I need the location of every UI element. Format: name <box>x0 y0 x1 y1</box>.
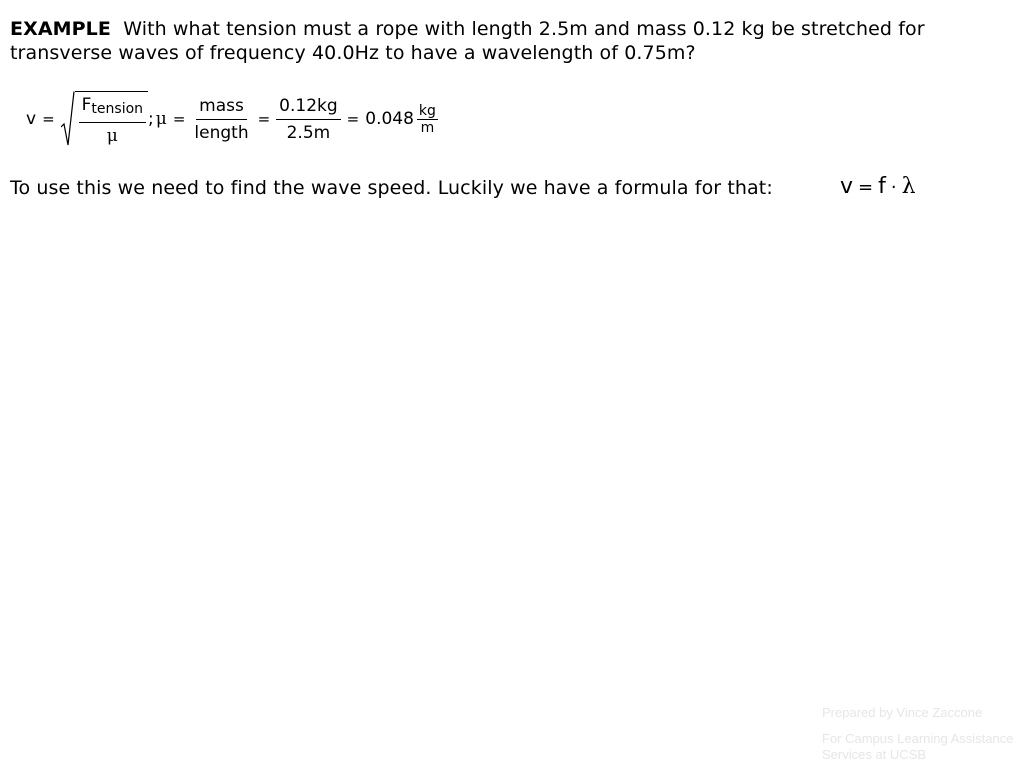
frequency-symbol: f <box>878 174 886 199</box>
example-problem <box>10 17 1010 65</box>
linear-density-result: 0.048 <box>365 109 414 129</box>
square-root <box>61 91 148 147</box>
problem-text: With what tension must a rope with length 2.5m and mass 0.12 kg be stretched for transverse waves of frequency 40.0Hz to have a wavelength of 0.75m? <box>10 18 925 64</box>
tension-equation <box>26 88 438 150</box>
multiply-dot: · <box>890 177 897 198</box>
numeric-fraction <box>276 95 341 144</box>
credit-organization: For Campus Learning Assistance Services at UCSB <box>822 731 1014 762</box>
equals-sign: = <box>346 110 360 128</box>
equals-sign: = <box>257 110 271 128</box>
unit-fraction <box>417 103 438 136</box>
credit-prepared-by: Prepared by Vince Zaccone <box>822 705 983 720</box>
mass-value: 0.12kg <box>276 95 341 120</box>
mu-denominator: μ <box>106 125 118 146</box>
semicolon: ; <box>148 109 154 129</box>
velocity-symbol: v <box>26 109 37 129</box>
tension-subscript: tension <box>91 100 144 117</box>
example-label: EXAMPLE <box>10 18 111 40</box>
radical-sign-icon <box>61 91 75 147</box>
velocity-symbol: v <box>840 174 854 199</box>
unit-denominator: m <box>420 119 435 136</box>
mu-symbol: μ <box>155 109 167 129</box>
tension-over-mu-fraction <box>79 94 146 147</box>
wave-speed-formula <box>840 173 916 202</box>
mass-over-length-fraction <box>191 95 251 144</box>
wavelength-symbol: λ <box>901 174 916 199</box>
equals-sign: = <box>858 177 874 198</box>
force-symbol: F <box>81 94 92 115</box>
tension-numerator <box>79 94 146 123</box>
length-value: 2.5m <box>286 122 331 143</box>
mass-numerator: mass <box>196 95 247 120</box>
equals-sign: = <box>42 110 55 128</box>
length-denominator: length <box>194 122 249 143</box>
radicand <box>75 91 148 147</box>
unit-numerator: kg <box>418 102 436 119</box>
equals-sign: = <box>172 110 186 128</box>
wave-speed-sentence: To use this we need to find the wave speed. Luckily we have a formula for that: <box>10 177 773 199</box>
